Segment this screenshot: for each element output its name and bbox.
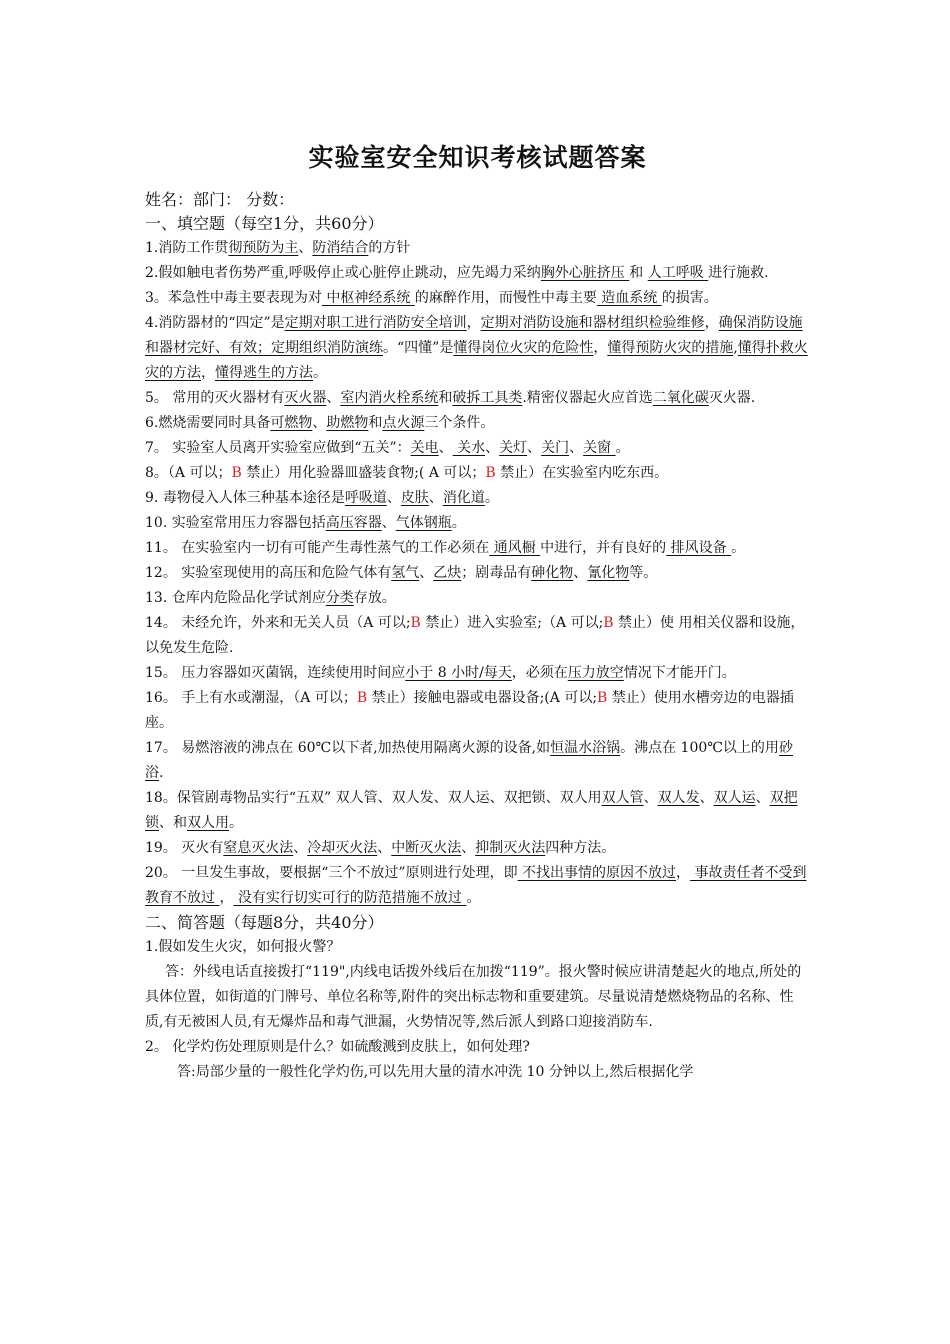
question-19: 19。 灭火有窒息灭火法、冷却灭火法、中断灭火法、抑制灭火法四种方法。 — [145, 840, 616, 856]
question-8: 8。（A 可以；B 禁止）用化验器皿盛装食物;( A 可以；B 禁止）在实验室内吃东西。 — [145, 465, 669, 481]
question-10: 10. 实验室常用压力容器包括高压容器、气体钢瓶。 — [145, 515, 466, 531]
question-9: 9. 毒物侵入人体三种基本途径是呼吸道、皮肤、消化道。 — [145, 490, 499, 506]
question-4: 4.消防器材的“四定”是定期对职工进行消防安全培训，定期对消防设施和器材组织检验维修，确保消防设施和器材完好、有效；定期组织消防演练。“四懂”是懂得岗位火灾的危险性，懂得预防火灾的措施,懂得扑救火灾的方法，懂得逃生的方法。 — [145, 315, 808, 381]
question-15: 15。 压力容器如灭菌锅，连续使用时间应小于 8 小时/每天，必须在压力放空情况下才能开门。 — [145, 665, 736, 681]
question-7: 7。 实验室人员离开实验室应做到“五关”：关电、 关水、关灯、关门、关窗 。 — [145, 440, 630, 456]
section-2-title: 二、简答题（每题8分，共40分） — [145, 913, 384, 932]
section-1-title: 一、填空题（每空1分，共60分） — [145, 214, 384, 233]
question-5: 5。 常用的灭火器材有灭火器、室内消火栓系统和破拆工具类.精密仪器起火应首选二氧化碳灭火器. — [145, 390, 756, 406]
question-11: 11。 在实验室内一切有可能产生毒性蒸气的工作必须在 通风橱 中进行，并有良好的 排风设备 。 — [145, 540, 746, 556]
short-question-2: 2。 化学灼伤处理原则是什么？如硫酸溅到皮肤上，如何处理? — [145, 1039, 530, 1055]
document-page — [145, 128, 810, 1085]
short-answer-2: 答:局部少量的一般性化学灼伤,可以先用大量的清水冲洗 10 分钟以上,然后根据化学 — [177, 1064, 694, 1080]
page-title: 实验室安全知识考核试题答案 — [308, 143, 647, 172]
question-2: 2.假如触电者伤势严重,呼吸停止或心脏停止跳动，应先竭力采纳胸外心脏挤压 和 人工呼吸 进行施救. — [145, 265, 769, 281]
question-12: 12。 实验室现使用的高压和危险气体有氢气、乙炔；剧毒品有砷化物、氰化物等。 — [145, 565, 658, 581]
question-16: 16。 手上有水或潮湿，（A 可以；B 禁止）接触电器或电器设备;(A 可以;B 禁止）使用水槽旁边的电器插座。 — [145, 690, 794, 731]
question-20: 20。 一旦发生事故，要根据“三个不放过”原则进行处理，即 不找出事情的原因不放过， 事故责任者不受到教育不放过 ， 没有实行切实可行的防范措施不放过 。 — [145, 865, 807, 906]
short-question-1: 1.假如发生火灾，如何报火警？ — [145, 939, 341, 955]
question-17: 17。 易燃溶液的沸点在 60℃以下者,加热使用隔离火源的设备,如恒温水浴锅。沸点在 100℃以上的用砂浴. — [145, 740, 793, 781]
question-1: 1.消防工作贯彻预防为主、防消结合的方针 — [145, 240, 411, 256]
question-6: 6.燃烧需要同时具备可燃物、助燃物和点火源三个条件。 — [145, 415, 495, 431]
short-answer-1: 答：外线电话直接拨打“119",内线电话拨外线后在加拨“119”。报火警时候应讲清楚起火的地点,所处的具体位置，如街道的门牌号、单位名称等,附件的突出标志物和重要建筑。尽量说清楚燃烧物品的名称、性质,有无被困人员,有无爆炸品和毒气泄漏，火势情况等,然后派人到路口迎接消防车. — [145, 964, 802, 1030]
question-13: 13. 仓库内危险品化学试剂应分类存放。 — [145, 590, 396, 606]
name-dept-score-line: 姓名：部门： 分数： — [145, 190, 295, 209]
question-18: 18。保管剧毒物品实行“五双” 双人管、双人发、双人运、双把锁、双人用双人管、双人发、双人运、双把锁、和双人用。 — [145, 790, 798, 831]
question-14: 14。 未经允许，外来和无关人员（A 可以;B 禁止）进入实验室;（A 可以;B 禁止）使 用相关仪器和设施，以免发生危险. — [145, 615, 805, 656]
question-3: 3。苯急性中毒主要表现为对 中枢神经系统 的麻醉作用，而慢性中毒主要 造血系统 的损害。 — [145, 290, 718, 306]
